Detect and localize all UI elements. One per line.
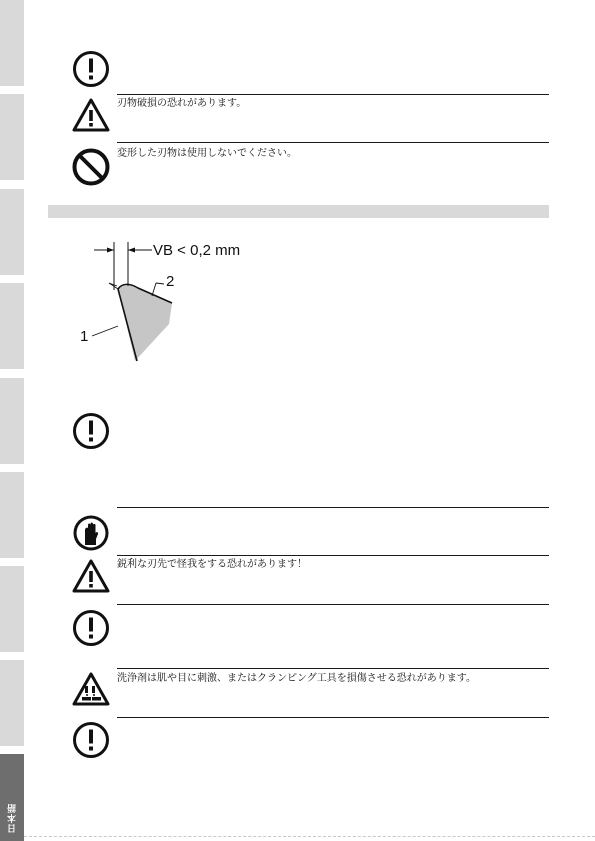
tool-body [118,285,172,361]
wear-label: VB < 0,2 mm [153,242,241,259]
side-tab-label: 日本語 [8,803,18,833]
divider [117,604,549,605]
side-tab-8[interactable] [0,660,24,746]
callout-2: 2 [166,273,175,290]
divider [117,142,549,143]
warning-text-no-deformed: 変形した刃物は使用しないでください。 [117,148,297,159]
page-bottom-edge [24,836,595,838]
section-heading-band [48,205,549,218]
divider [117,555,549,556]
exclamation-circle-icon [72,609,110,647]
exclamation-circle-icon [72,412,110,450]
side-tab-japanese[interactable] [0,754,24,841]
warning-triangle-icon [71,97,111,133]
side-tab-7[interactable] [0,566,24,652]
divider [117,507,549,508]
warning-text-sharp-edge: 鋭利な刃先で怪我をする恐れがあります！ [117,559,307,570]
callout-1: 1 [80,328,89,345]
prohibition-icon [71,147,111,187]
warning-triangle-icon [71,558,111,594]
divider [117,717,549,718]
side-tab-6[interactable] [0,472,24,558]
cutting-edge-wear-diagram [60,228,270,378]
side-tab-2[interactable] [0,94,24,180]
gloves-icon [72,514,110,552]
exclamation-circle-icon [72,721,110,759]
side-tab-4[interactable] [0,283,24,369]
warning-text-cleaner: 洗浄剤は肌や目に刺激、またはクランピング工具を損傷させる恐れがあります。 [117,673,476,684]
side-tab-5[interactable] [0,378,24,464]
divider [117,668,549,669]
corrosive-icon [71,671,111,707]
divider [117,94,549,95]
side-tab-3[interactable] [0,189,24,275]
exclamation-circle-icon [72,50,110,88]
warning-text-breakage: 刃物破損の恐れがあります。 [117,98,247,109]
side-tab-1[interactable] [0,0,24,86]
